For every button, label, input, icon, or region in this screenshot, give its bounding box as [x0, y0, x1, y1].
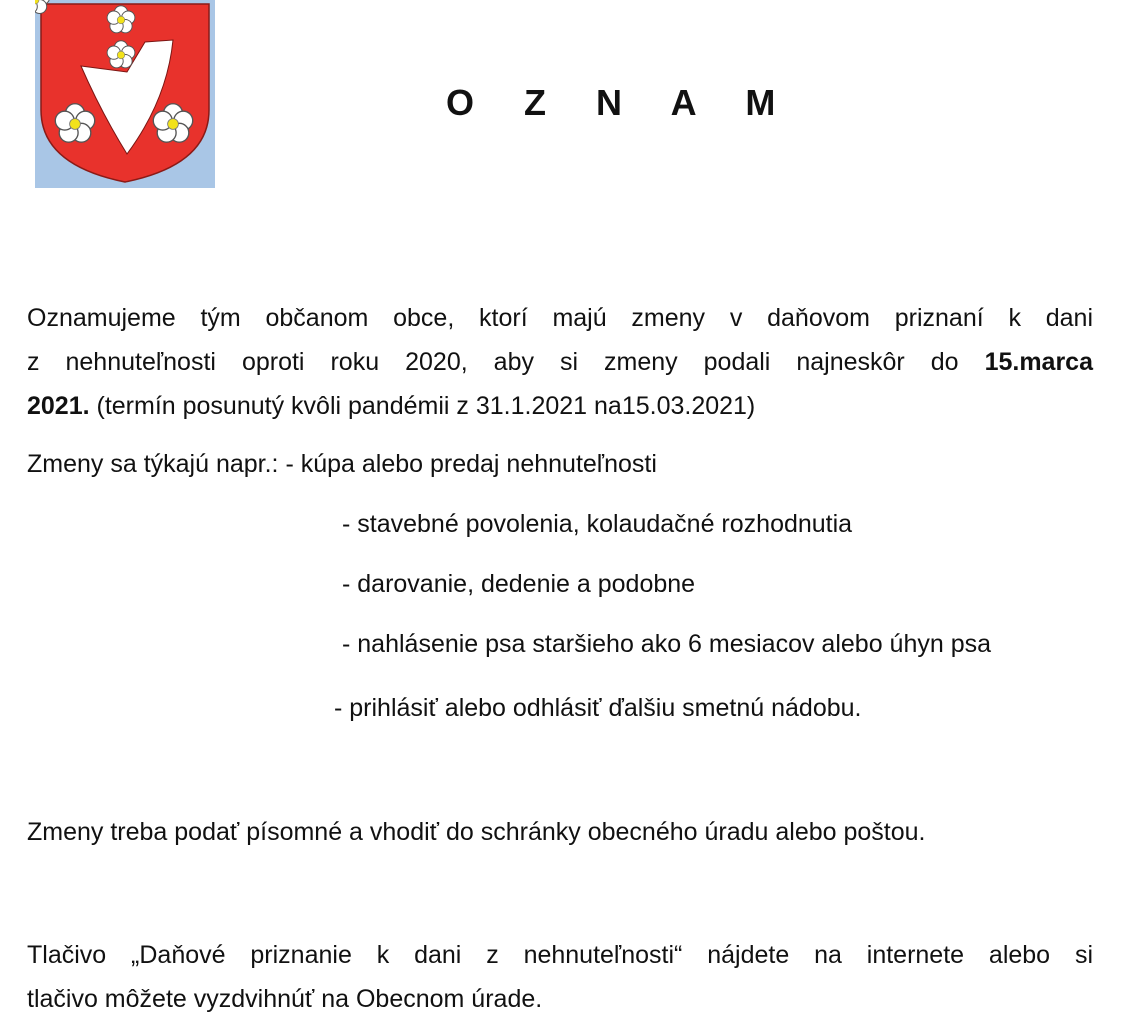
form-note — [27, 933, 1093, 1021]
submission-note: Zmeny treba podať písomné a vhodiť do schránky obecného úradu alebo poštou. — [27, 818, 926, 846]
intro-paragraph — [27, 296, 1093, 428]
intro-line-1: Oznamujeme tým občanom obce, ktorí majú zmeny v daňovom priznaní k dani — [27, 304, 1093, 332]
coat-of-arms-icon — [35, 0, 215, 188]
deadline-year: 2021. — [27, 392, 90, 420]
deadline-date: 15.marca — [984, 348, 1093, 376]
page-title: O Z N A M — [446, 82, 796, 123]
intro-line-3-text: (termín posunutý kvôli pandémii z 31.1.2021 na15.03.2021) — [89, 392, 756, 420]
intro-line-3 — [27, 384, 1093, 428]
list-item: - nahlásenie psa staršieho ako 6 mesiacov alebo úhyn psa — [342, 630, 992, 658]
list-item: Zmeny sa týkajú napr.: - kúpa alebo predaj nehnuteľnosti — [27, 450, 657, 478]
list-item: - stavebné povolenia, kolaudačné rozhodnutia — [342, 510, 853, 538]
list-item: - prihlásiť alebo odhlásiť ďalšiu smetnú nádobu. — [334, 694, 862, 722]
list-item: - darovanie, dedenie a podobne — [342, 570, 696, 598]
form-note-line-2: tlačivo môžete vyzdvihnúť na Obecnom úrade. — [27, 985, 543, 1013]
form-note-line-1: Tlačivo „Daňové priznanie k dani z nehnuteľnosti“ nájdete na internete alebo si — [27, 941, 1093, 969]
intro-line-2 — [27, 340, 1093, 384]
intro-line-2-text: z nehnuteľnosti oproti roku 2020, aby si zmeny podali najneskôr do — [27, 348, 985, 376]
changes-lead: Zmeny sa týkajú napr.: — [27, 450, 286, 478]
